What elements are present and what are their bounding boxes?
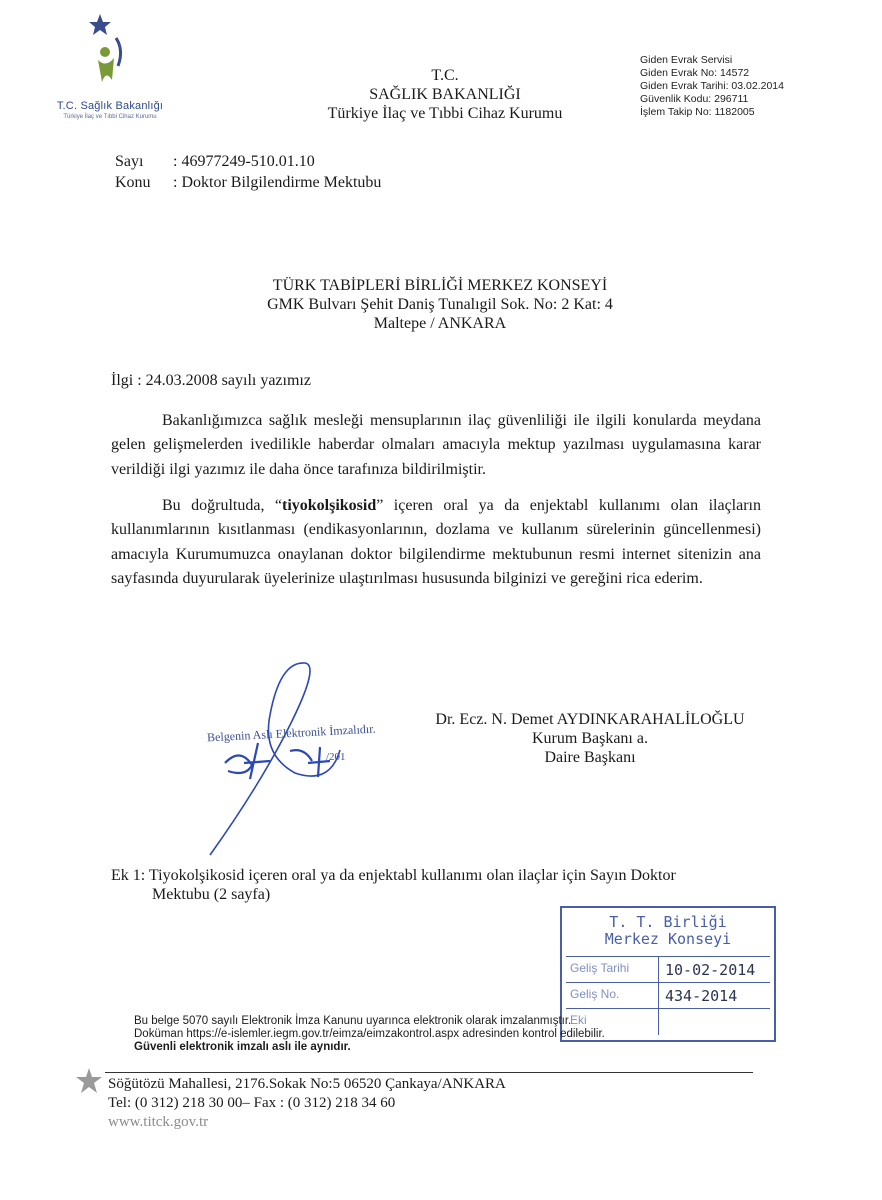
para2-after: ” içeren oral ya da enjektabl kullanımı olan ilaçların kullanımlarının kısıtlanması (endikasyonlarının, dozlama ve kullanım sürelerinin güncellenmesi) amacıyla Kurumumuzca onaylanan doktor bilgilendirme mektubunun resmi internet sitenizin ana sayfasında duyurularak üyelerinize ulaştırılması hususunda bilginizi ve gereğini rica ederim. <box>111 497 761 588</box>
esign-line-2: Doküman https://e-islemler.iegm.gov.tr/eimza/eimzakontrol.aspx adresinden kontrol edilebilir. <box>134 1028 605 1040</box>
evrak-line: Güvenlik Kodu: 296711 <box>640 93 749 105</box>
reference-number-label: Sayı <box>115 153 144 170</box>
reference-line: İlgi : 24.03.2008 sayılı yazımız <box>111 372 311 389</box>
signer-block <box>405 710 775 767</box>
stamp-org-1: T. T. Birliği <box>609 913 727 931</box>
attachment-line-1: Ek 1: Tiyokolşikosid içeren oral ya da enjektabl kullanımı olan ilaçlar için Sayın Doktor <box>111 867 676 884</box>
signer-title-2: Daire Başkanı <box>544 749 636 766</box>
esign-line-1: Bu belge 5070 sayılı Elektronik İmza Kanunu uyarınca elektronik olarak imzalanmıştır. <box>134 1015 572 1027</box>
footer-phone: Tel: (0 312) 218 30 00– Fax : (0 312) 218 34 60 <box>108 1095 396 1111</box>
footer <box>108 1075 506 1132</box>
body-paragraph-2 <box>111 494 761 592</box>
footer-address: Söğütözü Mahallesi, 2176.Sokak No:5 06520 Çankaya/ANKARA <box>108 1076 506 1092</box>
evrak-line: Giden Evrak No: 14572 <box>640 67 750 79</box>
stamp-no-value: 434-2014 <box>658 983 768 1009</box>
letterhead-line-1: T.C. <box>431 67 459 84</box>
subject-row <box>115 173 381 192</box>
reference-number-row <box>115 152 315 171</box>
evrak-line: Giden Evrak Servisi <box>640 54 733 66</box>
signer-title-1: Kurum Başkanı a. <box>532 730 648 747</box>
stamp-org-2: Merkez Konseyi <box>604 930 732 948</box>
stamp-no-row <box>566 982 770 1009</box>
recipient-line: Maltepe / ANKARA <box>373 315 507 332</box>
stamp-no-label: Geliş No. <box>570 987 620 1001</box>
para2-before: Bu doğrultuda, “ <box>162 497 282 514</box>
attachment-line-2: Mektubu (2 sayfa) <box>152 886 271 903</box>
drug-name: tiyokolşikosid <box>281 497 377 514</box>
reference-number-value: : 46977249-510.01.10 <box>173 153 315 170</box>
star-icon <box>74 1066 104 1096</box>
signer-name: Dr. Ecz. N. Demet AYDINKARAHALİLOĞLU <box>435 711 745 728</box>
stamp-ek-label: Eki <box>570 1013 587 1027</box>
letterhead-line-2: SAĞLIK BAKANLIĞI <box>369 86 521 103</box>
logo-subtitle: Türkiye İlaç ve Tıbbi Cihaz Kurumu <box>63 114 157 120</box>
e-signature-note <box>134 1015 694 1054</box>
stamp-date-value: 10-02-2014 <box>658 957 768 983</box>
evrak-line: Giden Evrak Tarihi: 03.02.2014 <box>640 80 784 92</box>
attachment-note <box>111 866 751 904</box>
stamp-date-row <box>566 956 770 983</box>
evrak-line: İşlem Takip No: 1182005 <box>640 106 755 118</box>
recipient-line: GMK Bulvarı Şehit Daniş Tunalıgil Sok. No: 2 Kat: 4 <box>267 296 613 313</box>
letterhead-line-3: Türkiye İlaç ve Tıbbi Cihaz Kurumu <box>327 105 563 122</box>
letterhead <box>260 66 630 123</box>
subject-value: : Doktor Bilgilendirme Mektubu <box>173 174 382 191</box>
outgoing-document-info <box>640 54 870 119</box>
body-paragraph-1: Bakanlığımızca sağlık mesleği mensuplarının ilaç güvenliliği ile ilgili konularda meydana gelen gelişmelerden ivedilikle haberdar olmaları amacıyla mektup yazılması uygulamasına karar verildiği ilgi yazımız ile daha önce tarafınıza bildirilmiştir. <box>111 412 761 478</box>
stamp-date: /201 <box>326 751 346 763</box>
electronic-signature-stamp: Belgenin Aslı Elektronik İmzalıdır. <box>206 721 376 745</box>
stamp-date-label: Geliş Tarihi <box>570 961 630 975</box>
recipient-line: TÜRK TABİPLERİ BİRLİĞİ MERKEZ KONSEYİ <box>272 277 608 294</box>
footer-divider <box>105 1072 753 1073</box>
footer-website: www.titck.gov.tr <box>108 1114 209 1130</box>
logo-name: T.C. Sağlık Bakanlığı <box>56 100 164 112</box>
recipient-address <box>200 276 680 333</box>
esign-line-3: Güvenli elektronik imzalı aslı ile aynıdır. <box>134 1041 351 1053</box>
subject-label: Konu <box>115 174 151 191</box>
